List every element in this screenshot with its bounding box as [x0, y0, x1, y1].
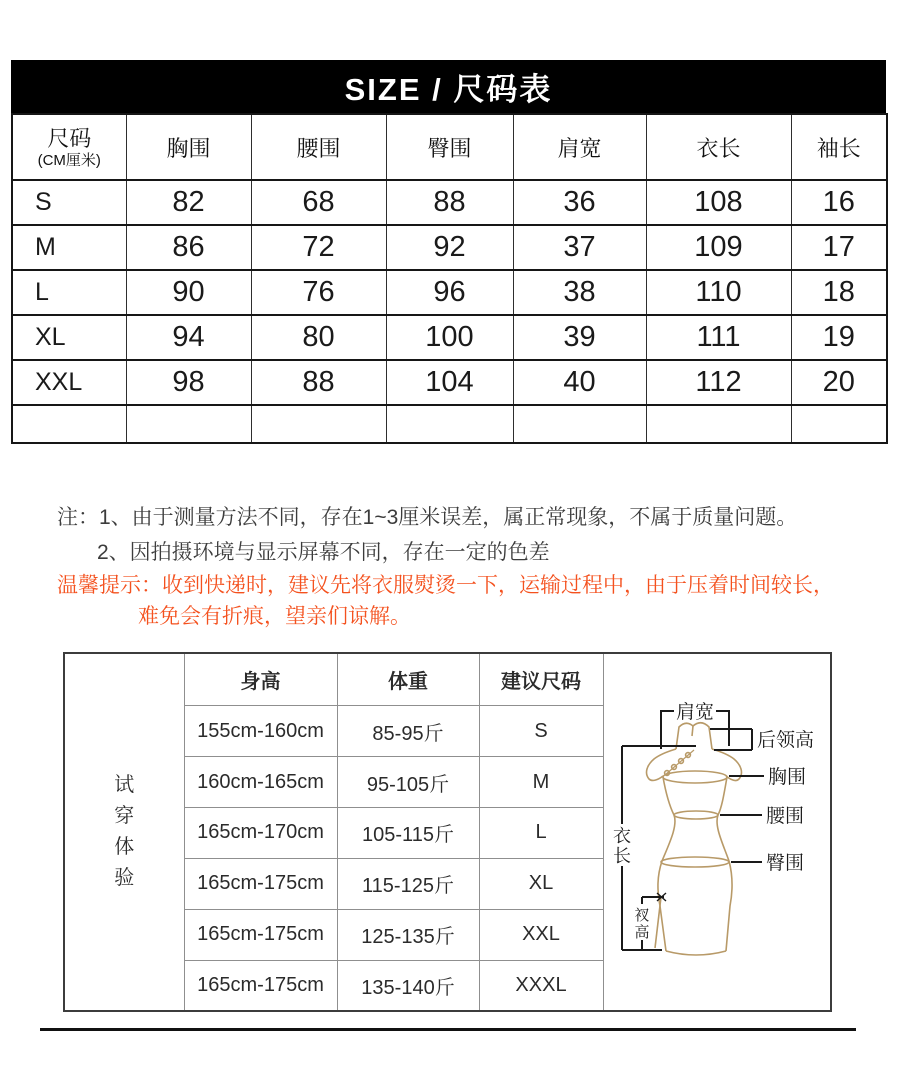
col-header-length: 衣长: [646, 114, 791, 180]
fit-col-header-suggested-size: 建议尺码: [479, 653, 603, 706]
col-header-shoulder: 肩宽: [513, 114, 646, 180]
cell-value: 16: [791, 180, 887, 225]
fit-height: 165cm-170cm: [184, 808, 337, 859]
size-table-header-row: [12, 114, 887, 180]
fit-weight: 105-115斤: [337, 808, 479, 859]
hip-ellipse: [661, 857, 729, 867]
col-header-bust: 胸围: [126, 114, 251, 180]
fit-side-label-char: 试: [114, 774, 135, 796]
cell-value: 20: [791, 360, 887, 405]
diagram-label-length-char: 衣: [612, 826, 631, 846]
empty-cell: [513, 405, 646, 443]
fit-side-label-char: 验: [114, 867, 135, 889]
empty-cell: [646, 405, 791, 443]
table-row-l: [12, 270, 887, 315]
cell-value: 111: [646, 315, 791, 360]
col-header-waist: 腰围: [251, 114, 386, 180]
dress-diagram-cell: [603, 653, 831, 1011]
fit-weight: 135-140斤: [337, 960, 479, 1011]
dress-measurement-diagram: [604, 654, 830, 1004]
fit-experience-table: [63, 652, 832, 1012]
cell-value: 86: [126, 225, 251, 270]
cell-value: 37: [513, 225, 646, 270]
table-row-s: [12, 180, 887, 225]
fit-weight: 125-135斤: [337, 909, 479, 960]
cell-value: 104: [386, 360, 513, 405]
bottom-divider: [40, 1028, 856, 1031]
empty-cell: [251, 405, 386, 443]
diagram-label-waist: 腰围: [765, 806, 804, 827]
fit-size: XL: [479, 858, 603, 909]
size-label: S: [12, 180, 126, 225]
size-label: M: [12, 225, 126, 270]
diagram-label-back-collar: 后领高: [756, 730, 814, 751]
collar-center-line: [692, 726, 693, 736]
measurement-notes: [57, 500, 797, 570]
table-row-empty: [12, 405, 887, 443]
fit-height: 165cm-175cm: [184, 909, 337, 960]
diagram-label-slit-char: 高: [634, 924, 650, 941]
fit-height: 165cm-175cm: [184, 960, 337, 1011]
cell-value: 94: [126, 315, 251, 360]
cell-value: 80: [251, 315, 386, 360]
left-shoulder-sleeve: [646, 749, 675, 780]
warm-tips: [57, 570, 834, 632]
cell-value: 92: [386, 225, 513, 270]
cell-value: 88: [386, 180, 513, 225]
cell-value: 19: [791, 315, 887, 360]
cell-value: 18: [791, 270, 887, 315]
cell-value: 98: [126, 360, 251, 405]
cell-value: 40: [513, 360, 646, 405]
empty-cell: [791, 405, 887, 443]
fit-height: 165cm-175cm: [184, 858, 337, 909]
diagram-label-hip: 臀围: [765, 853, 804, 874]
table-row-xl: [12, 315, 887, 360]
empty-cell: [12, 405, 126, 443]
col-header-hip: 臀围: [386, 114, 513, 180]
cell-value: 112: [646, 360, 791, 405]
diagram-label-length-char: 长: [612, 846, 631, 866]
fit-table-header-row: [64, 653, 831, 706]
page-title: SIZE / 尺码表: [344, 72, 553, 107]
size-label: XL: [12, 315, 126, 360]
fit-size: S: [479, 706, 603, 757]
fit-size: XXL: [479, 909, 603, 960]
cell-value: 82: [126, 180, 251, 225]
tip-line-2: 难免会有折痕，望亲们谅解。: [138, 605, 411, 628]
size-label: XXL: [12, 360, 126, 405]
empty-cell: [126, 405, 251, 443]
col-header-size-label: 尺码: [47, 125, 92, 151]
fit-weight: 85-95斤: [337, 706, 479, 757]
fit-col-header-weight: 体重: [337, 653, 479, 706]
col-header-size-unit: (CM厘米): [37, 151, 101, 169]
fit-size: L: [479, 808, 603, 859]
note-line-1: 注：1、由于测量方法不同，存在1~3厘米误差，属正常现象，不属于质量问题。: [57, 506, 798, 529]
cell-value: 109: [646, 225, 791, 270]
cell-value: 39: [513, 315, 646, 360]
cell-value: 90: [126, 270, 251, 315]
fit-col-header-height: 身高: [184, 653, 337, 706]
cell-value: 110: [646, 270, 791, 315]
size-table: [11, 113, 888, 444]
fit-size: M: [479, 757, 603, 808]
col-header-sleeve: 袖长: [791, 114, 887, 180]
cell-value: 38: [513, 270, 646, 315]
cell-value: 96: [386, 270, 513, 315]
size-chart-title-bar: [11, 60, 886, 113]
cell-value: 72: [251, 225, 386, 270]
fit-height: 160cm-165cm: [184, 757, 337, 808]
fit-size: XXXL: [479, 960, 603, 1011]
hem-curve: [666, 951, 726, 955]
fit-weight: 95-105斤: [337, 757, 479, 808]
fit-weight: 115-125斤: [337, 858, 479, 909]
diagram-label-bust: 胸围: [767, 767, 806, 788]
side-slit-line: [655, 897, 661, 948]
table-row-m: [12, 225, 887, 270]
diagram-label-shoulder: 肩宽: [675, 702, 714, 723]
size-label: L: [12, 270, 126, 315]
empty-cell: [386, 405, 513, 443]
cell-value: 88: [251, 360, 386, 405]
bust-ellipse: [663, 771, 727, 783]
fit-height: 155cm-160cm: [184, 706, 337, 757]
fit-side-label: [64, 653, 184, 1011]
cell-value: 36: [513, 180, 646, 225]
cell-value: 100: [386, 315, 513, 360]
fit-side-label-char: 穿: [114, 805, 135, 827]
cell-value: 68: [251, 180, 386, 225]
fit-side-label-char: 体: [114, 836, 135, 858]
diagram-label-slit-char: 衩: [634, 907, 650, 924]
tip-line-1: 温馨提示：收到快递时，建议先将衣服熨烫一下，运输过程中，由于压着时间较长，: [57, 574, 834, 597]
dress-outline: [646, 723, 741, 955]
cell-value: 76: [251, 270, 386, 315]
waist-ellipse: [674, 811, 718, 819]
back-collar-bracket: [710, 729, 752, 750]
col-header-size: [12, 114, 126, 180]
table-row-xxl: [12, 360, 887, 405]
cell-value: 108: [646, 180, 791, 225]
cell-value: 17: [791, 225, 887, 270]
note-line-2: 2、因拍摄环境与显示屏幕不同，存在一定的色差: [97, 541, 550, 564]
